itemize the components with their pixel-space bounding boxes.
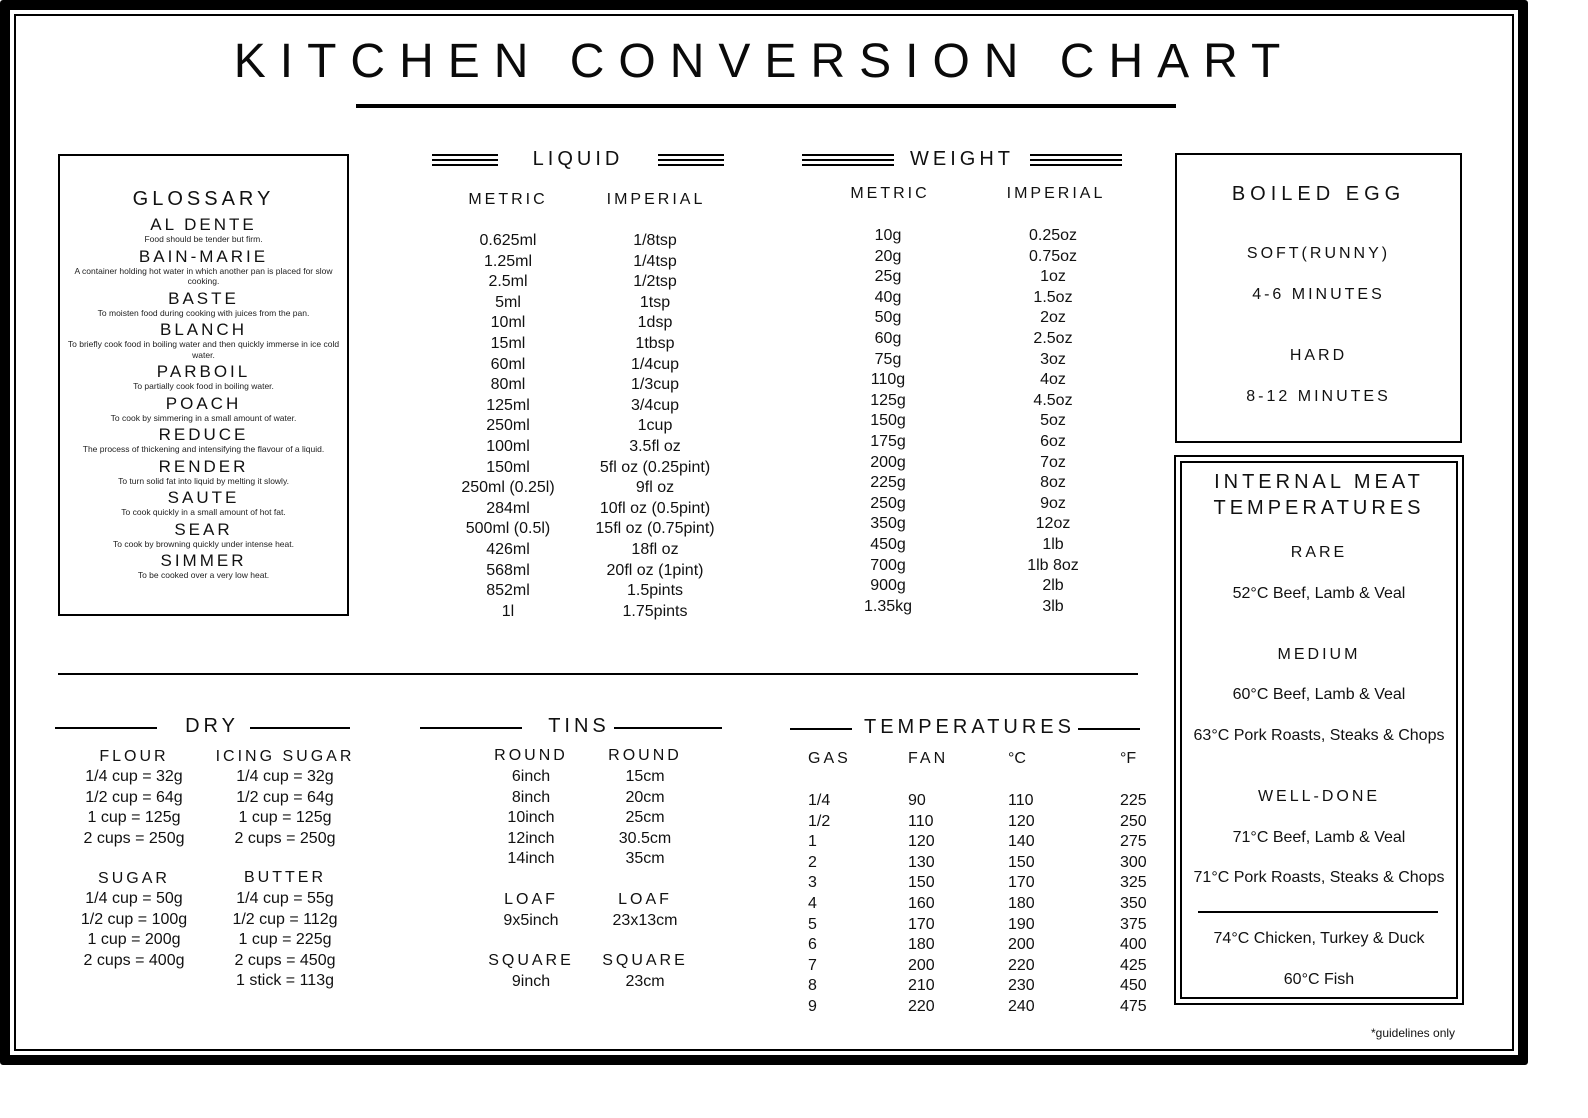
dry-rule-right [250,727,350,729]
weight-metric-value: 350g [870,515,906,533]
liquid-heading-rule-left [432,154,498,166]
weight-imperial-value: 0.75oz [1028,247,1078,265]
flour-row: 1/4 cup = 32g [85,768,183,785]
flour-label: FLOUR [99,748,169,765]
glossary-entry [60,426,347,455]
sugar-row: 1/2 cup = 100g [80,910,188,928]
temps-c-value: 200 [1008,936,1035,954]
weight-imperial-value: 1oz [1040,268,1066,286]
liquid-imperial-value: 1cup [637,417,673,435]
liquid-metric-value: 0.625ml [479,232,537,249]
glossary-entry [60,489,347,518]
liquid-metric-value: 10ml [490,314,526,332]
glossary-entry [60,321,347,360]
weight-imperial-value: 1lb 8oz [1027,556,1079,574]
hard-egg-time: 8-12 MINUTES [1246,388,1391,405]
page-title: KITCHEN CONVERSION CHART [233,35,1295,88]
weight-metric-value: 1.35kg [863,597,913,615]
weight-metric-value: 225g [870,474,906,492]
flour-row: 1 cup = 125g [87,809,181,827]
tins-loaf-inch: 9x5inch [503,912,559,929]
rare-label: RARE [1290,544,1348,561]
tins-round-cm-value: 20cm [625,788,665,806]
liquid-metric-value: 852ml [486,582,530,600]
fish-temp: 60°C Fish [1283,971,1355,988]
glossary-definition: To turn solid fat into liquid by melting it slowly. [118,475,289,486]
weight-heading-rule-right [1030,154,1122,166]
liquid-imperial-value: 1/4tsp [633,252,677,270]
liquid-metric-value: 100ml [486,437,530,455]
weight-metric-column [832,226,944,617]
sugar-column [72,889,196,971]
glossary-definition: To moisten food during cooking with juices from the pan. [97,307,310,318]
weight-imperial-value: 3lb [1042,597,1064,615]
glossary-definition: To be cooked over a very low heat. [137,570,270,580]
glossary-definition: To cook by browning quickly under intense heat. [113,538,294,549]
butter-row: 1 stick = 113g [236,972,334,990]
glossary-term: BAIN-MARIE [138,246,269,266]
weight-imperial-value: 7oz [1040,453,1066,471]
weight-imperial-value: 3oz [1040,350,1066,368]
temps-fan-value: 130 [908,853,935,871]
glossary-term: RENDER [158,456,249,476]
glossary-term: SIMMER [160,551,247,570]
tins-loaf-cm: 23x13cm [612,912,678,929]
temps-f-value: 400 [1120,936,1147,954]
tins-round-cm-value: 25cm [625,809,665,827]
weight-metric-value: 10g [874,227,902,244]
glossary-term: BLANCH [160,320,247,339]
butter-row: 1/2 cup = 112g [232,910,338,928]
temps-fan-value: 160 [908,894,935,912]
weight-imperial-value: 6oz [1040,432,1066,450]
weight-imperial-value: 8oz [1040,474,1066,492]
temps-f-value: 325 [1120,874,1147,892]
weight-imperial-value: 4oz [1040,371,1066,389]
weight-metric-value: 60g [874,329,902,347]
weight-imperial-value: 0.25oz [1028,227,1078,244]
temps-fan-value: 110 [908,812,934,830]
liquid-imperial-value: 1/8tsp [633,232,677,249]
sugar-label: SUGAR [98,870,170,887]
butter-column [206,889,364,992]
weight-metric-value: 150g [870,412,906,430]
temps-f-value: 425 [1120,956,1147,974]
temps-c-value: 240 [1008,997,1035,1015]
soft-egg-time: 4-6 MINUTES [1252,286,1385,303]
liquid-metric-label: METRIC [468,191,548,208]
temps-c-value: 220 [1008,956,1035,974]
liquid-metric-value: 284ml [486,499,530,517]
temps-fan-value: 120 [908,833,935,851]
temps-f-value: 275 [1120,833,1147,851]
tins-round-inch-column [476,767,586,870]
weight-metric-value: 125g [870,391,906,409]
tins-round-label-inch: ROUND [494,747,568,764]
weight-metric-value: 110g [870,371,906,389]
weight-metric-value: 25g [874,268,902,286]
dry-rule-left [55,727,157,729]
liquid-metric-value: 2.5ml [488,273,528,291]
icing-sugar-label: ICING SUGAR [215,748,355,765]
liquid-metric-value: 1.25ml [483,252,533,270]
temps-c-label: °C [1008,750,1026,767]
dry-heading: DRY [185,715,239,737]
glossary-term: SAUTE [167,488,240,507]
butter-row: 1 cup = 225g [238,931,332,949]
temps-fan-value: 200 [908,956,935,974]
liquid-heading-rule-right [658,154,724,166]
tins-square-cm: 23cm [625,973,665,990]
temps-gas-value: 1/4 [808,792,831,809]
liquid-metric-value: 500ml (0.5l) [465,520,551,538]
medium-temp-beef: 60°C Beef, Lamb & Veal [1232,686,1406,703]
weight-heading-rule-left [802,154,894,166]
sugar-row: 1/4 cup = 50g [85,890,183,907]
weight-imperial-value: 2lb [1042,577,1064,595]
temps-heading: TEMPERATURES [864,716,1075,738]
glossary-definition: Food should be tender but firm. [144,234,263,244]
temps-c-value: 150 [1008,853,1035,871]
welldone-temp-beef: 71°C Beef, Lamb & Veal [1232,829,1406,846]
liquid-metric-value: 60ml [490,355,526,373]
tins-round-inch-value: 12inch [507,829,555,847]
liquid-imperial-value: 18fl oz [631,540,679,558]
temps-gas-value: 3 [808,874,817,892]
sugar-row: 2 cups = 400g [83,951,185,969]
icing-sugar-column [206,767,364,849]
temps-gas-value: 7 [808,956,817,974]
section-divider [58,673,1138,675]
liquid-imperial-value: 1/4cup [630,355,680,373]
icing-sugar-row: 1/4 cup = 32g [236,768,334,785]
welldone-label: WELL-DONE [1257,788,1381,805]
weight-imperial-value: 12oz [1035,515,1071,533]
icing-sugar-row: 1 cup = 125g [238,809,332,827]
weight-imperial-value: 2.5oz [1033,329,1073,347]
tins-rule-right [614,727,722,729]
glossary-entry [60,521,347,550]
temps-rule-right [1078,728,1140,730]
temps-fan-label: FAN [908,750,949,767]
tins-round-cm-column [590,767,700,870]
footnote: *guidelines only [1370,1026,1456,1040]
temps-gas-value: 8 [808,977,817,995]
liquid-metric-value: 80ml [490,376,526,394]
liquid-metric-column [440,231,576,622]
weight-metric-value: 900g [870,577,906,595]
weight-metric-value: 20g [874,247,902,265]
sugar-row: 1 cup = 200g [87,931,181,949]
flour-column [72,767,196,849]
meat-divider [1198,911,1438,913]
liquid-metric-value: 5ml [495,293,521,311]
temps-f-value: 225 [1120,792,1147,809]
weight-metric-value: 175g [870,432,906,450]
weight-imperial-value: 1.5oz [1033,288,1073,306]
glossary-entry [60,216,347,245]
hard-egg-label: HARD [1289,347,1348,364]
temps-c-column [1008,791,1068,1018]
title-underline [356,104,1176,108]
temps-c-value: 190 [1008,915,1035,933]
poultry-temp: 74°C Chicken, Turkey & Duck [1213,930,1425,947]
meat-heading-line1: INTERNAL MEAT [1214,471,1424,493]
glossary-entry [60,458,347,487]
weight-imperial-value: 9oz [1040,494,1066,512]
weight-metric-label: METRIC [850,185,930,202]
butter-row: 2 cups = 450g [234,951,336,969]
glossary-list [60,216,347,584]
tins-loaf-label-cm: LOAF [618,891,672,908]
temps-gas-value: 6 [808,936,817,954]
liquid-metric-value: 426ml [486,540,530,558]
tins-round-label-cm: ROUND [608,747,682,764]
liquid-imperial-value: 1/2tsp [633,273,677,291]
weight-metric-value: 700g [870,556,906,574]
temps-gas-value: 1/2 [808,812,831,830]
liquid-heading: LIQUID [532,148,624,170]
glossary-definition: To cook quickly in a small amount of hot fat. [121,507,286,517]
medium-label: MEDIUM [1277,646,1361,663]
temps-f-value: 250 [1120,812,1147,830]
temps-f-value: 475 [1120,997,1147,1015]
temps-f-column [1120,791,1180,1018]
rare-temp: 52°C Beef, Lamb & Veal [1232,585,1406,602]
temps-rule-left [790,728,852,730]
glossary-term: POACH [165,393,242,413]
tins-loaf-label-inch: LOAF [504,891,558,908]
butter-label: BUTTER [244,869,326,886]
butter-row: 1/4 cup = 55g [236,890,334,907]
temps-c-value: 230 [1008,977,1035,995]
glossary-definition: To cook by simmering in a small amount of water. [110,412,297,423]
weight-imperial-value: 5oz [1040,412,1066,430]
tins-round-cm-value: 35cm [625,850,665,868]
meat-box-inner [1180,461,1458,999]
glossary-term: AL DENTE [150,215,257,234]
tins-square-label-inch: SQUARE [488,952,574,969]
temps-fan-value: 170 [908,915,935,933]
tins-round-inch-value: 8inch [511,788,551,806]
temps-gas-value: 1 [808,833,817,851]
icing-sugar-row: 1/2 cup = 64g [236,788,334,806]
liquid-imperial-value: 1dsp [637,314,673,332]
liquid-imperial-value: 1.75pints [622,602,688,620]
weight-imperial-label: IMPERIAL [1006,185,1106,202]
temps-fan-value: 220 [908,997,935,1015]
glossary-box [58,154,349,616]
temps-f-value: 375 [1120,915,1147,933]
glossary-term: BASTE [168,288,239,308]
glossary-definition: To briefly cook food in boiling water and then quickly immerse in ice cold water. [67,339,340,360]
weight-metric-value: 250g [870,494,906,512]
liquid-metric-value: 125ml [486,396,530,414]
glossary-definition: A container holding hot water in which another pan is placed for slow cooking. [74,265,333,286]
tins-round-inch-value: 10inch [507,809,555,827]
liquid-metric-value: 568ml [486,561,530,579]
glossary-entry [60,395,347,424]
temps-f-value: 350 [1120,894,1147,912]
tins-square-label-cm: SQUARE [602,952,688,969]
meat-heading-line2: TEMPERATURES [1213,497,1425,519]
glossary-term: SEAR [174,519,233,539]
glossary-heading: GLOSSARY [132,188,275,210]
liquid-imperial-value: 1.5pints [626,582,684,600]
liquid-imperial-label: IMPERIAL [606,191,706,208]
glossary-definition: To partially cook food in boiling water. [133,381,274,391]
temps-fan-column [908,791,968,1018]
glossary-entry [60,552,347,581]
tins-round-inch-value: 6inch [511,768,551,785]
temps-fan-value: 90 [908,792,926,809]
liquid-metric-value: 250ml (0.25l) [461,479,555,497]
weight-imperial-value: 1lb [1042,535,1064,553]
liquid-imperial-value: 1tsp [639,293,671,311]
weight-metric-value: 450g [870,535,906,553]
tins-square-inch: 9inch [511,973,551,990]
liquid-imperial-value: 1/3cup [630,376,680,394]
weight-imperial-value: 4.5oz [1033,391,1073,409]
temps-gas-value: 5 [808,915,817,933]
tins-round-cm-value: 15cm [625,768,665,785]
glossary-term: REDUCE [158,425,249,444]
boiled-egg-heading: BOILED EGG [1231,183,1406,205]
temps-gas-value: 4 [808,894,817,912]
temps-gas-value: 9 [808,997,817,1015]
temps-gas-value: 2 [808,853,817,871]
temps-fan-value: 210 [908,977,935,995]
medium-temp-pork: 63°C Pork Roasts, Steaks & Chops [1193,727,1445,744]
liquid-imperial-value: 5fl oz (0.25pint) [599,458,711,476]
liquid-imperial-value: 20fl oz (1pint) [606,561,704,579]
temps-gas-column [808,791,868,1018]
weight-imperial-value: 2oz [1040,309,1066,327]
weight-imperial-column [990,226,1116,617]
glossary-term: PARBOIL [156,362,251,381]
glossary-entry [60,290,347,319]
glossary-definition: The process of thickening and intensifying the flavour of a liquid. [82,444,325,454]
liquid-imperial-value: 1tbsp [635,334,675,352]
tins-round-cm-value: 30.5cm [618,829,672,847]
liquid-metric-value: 250ml [486,417,530,435]
liquid-imperial-value: 9fl oz [635,479,675,497]
temps-c-value: 120 [1008,812,1035,830]
liquid-metric-value: 15ml [490,334,526,352]
temps-gas-label: GAS [808,750,851,767]
temps-f-label: °F [1120,750,1137,767]
weight-metric-value: 50g [874,309,902,327]
liquid-imperial-value: 3.5fl oz [629,437,681,455]
glossary-entry [60,363,347,392]
flour-row: 1/2 cup = 64g [85,788,183,806]
tins-round-inch-value: 14inch [507,850,555,868]
weight-metric-value: 40g [874,288,902,306]
temps-f-value: 300 [1120,853,1147,871]
temps-c-value: 140 [1008,833,1035,851]
temps-f-value: 450 [1120,977,1147,995]
liquid-metric-value: 1l [501,602,515,620]
liquid-imperial-column [580,231,730,622]
tins-heading: TINS [548,715,610,737]
temps-c-value: 170 [1008,874,1035,892]
temps-c-value: 180 [1008,894,1035,912]
weight-metric-value: 200g [870,453,906,471]
liquid-imperial-value: 15fl oz (0.75pint) [595,520,715,538]
glossary-entry [60,248,347,287]
weight-metric-value: 75g [874,350,902,368]
flour-row: 2 cups = 250g [83,829,185,847]
icing-sugar-row: 2 cups = 250g [234,829,336,847]
soft-egg-label: SOFT(RUNNY) [1246,245,1391,262]
liquid-imperial-value: 3/4cup [630,396,680,414]
welldone-temp-pork: 71°C Pork Roasts, Steaks & Chops [1193,869,1445,886]
weight-heading: WEIGHT [910,148,1014,170]
temps-c-value: 110 [1008,792,1034,809]
liquid-imperial-value: 10fl oz (0.5pint) [599,499,711,517]
liquid-metric-value: 150ml [486,458,530,476]
temps-fan-value: 150 [908,874,935,892]
temps-fan-value: 180 [908,936,935,954]
boiled-egg-box [1175,153,1462,443]
tins-rule-left [420,727,522,729]
